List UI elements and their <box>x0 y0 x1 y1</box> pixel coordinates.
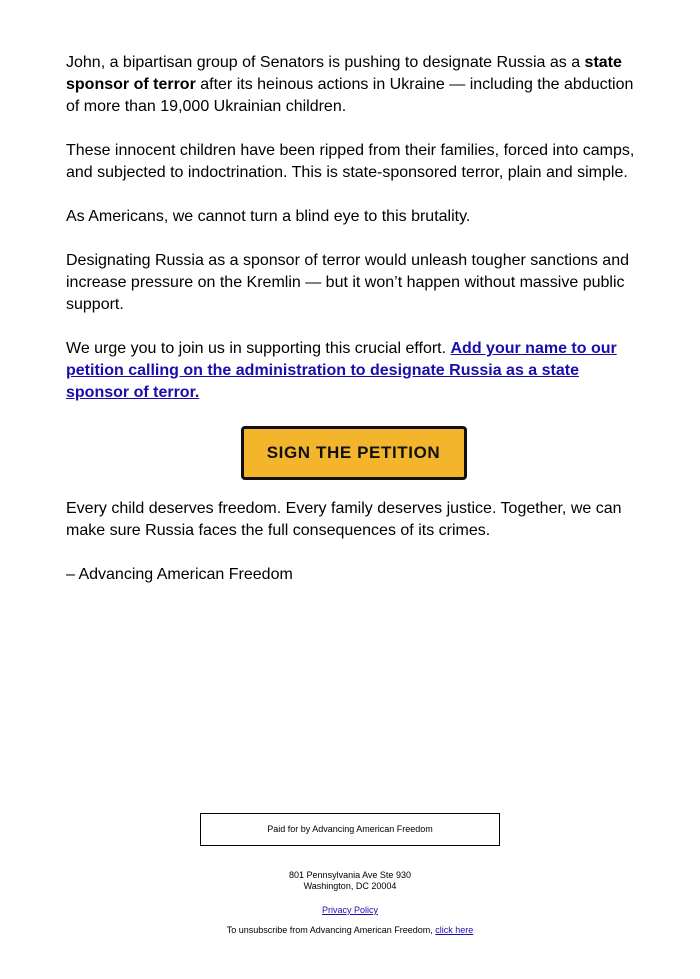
americans-paragraph: As Americans, we cannot turn a blind eye to this brutality. <box>66 208 471 225</box>
address-line-1: 801 Pennsylvania Ave Ste 930 <box>289 870 411 880</box>
signature: – Advancing American Freedom <box>66 566 293 583</box>
intro-bold-text: state sponsor of terror <box>66 54 622 93</box>
children-paragraph: These innocent children have been ripped from their families, forced into camps, and subjected to indoctrination. This is state-sponsored terror, plain and simple. <box>66 142 635 181</box>
sanctions-paragraph: Designating Russia as a sponsor of terror would unleash tougher sanctions and increase pressure on the Kremlin — but it won’t happen without massive public support. <box>66 252 629 313</box>
intro-text-end: after its heinous actions in Ukraine — including the abduction of more than 19,000 Ukrainian children. <box>66 76 634 115</box>
cta-container <box>66 426 641 480</box>
unsubscribe-row <box>0 925 700 936</box>
closing-paragraph: Every child deserves freedom. Every family deserves justice. Together, we can make sure Russia faces the full consequences of its crimes. <box>66 500 622 539</box>
sign-petition-button[interactable]: SIGN THE PETITION <box>241 426 467 480</box>
privacy-policy-link[interactable]: Privacy Policy <box>321 905 378 915</box>
urge-paragraph <box>66 338 641 404</box>
unsubscribe-link[interactable]: click here <box>435 925 474 935</box>
email-body <box>66 52 641 608</box>
intro-paragraph <box>66 52 641 118</box>
urge-text: We urge you to join us in supporting this crucial effort. <box>66 340 451 357</box>
petition-link[interactable]: Add your name to our petition calling on the administration to designate Russia as a state sponsor of terror. <box>66 340 617 401</box>
paid-for-disclaimer: Paid for by Advancing American Freedom <box>200 813 500 846</box>
unsubscribe-text: To unsubscribe from Advancing American Freedom, <box>226 925 436 935</box>
privacy-row <box>0 905 700 916</box>
mailing-address <box>0 870 700 892</box>
address-line-2: Washington, DC 20004 <box>303 881 397 891</box>
intro-text-start: John, a bipartisan group of Senators is pushing to designate Russia as a <box>66 54 585 71</box>
